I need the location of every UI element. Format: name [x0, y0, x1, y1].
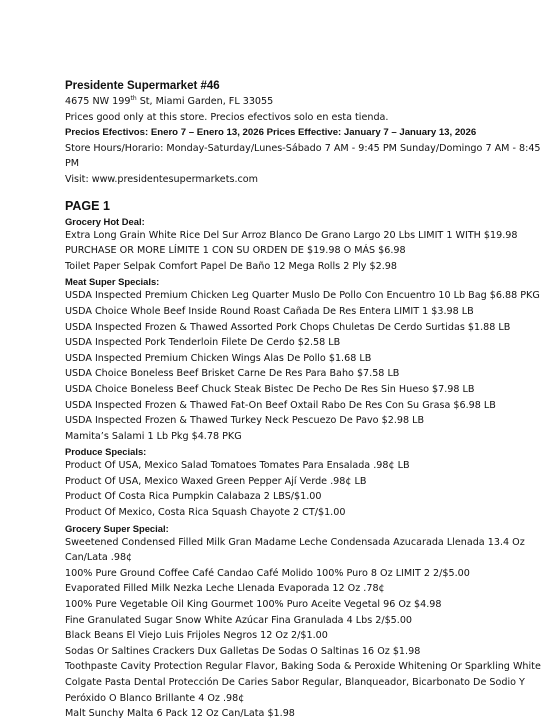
flyer-content: [65, 78, 550, 722]
specials-section: [65, 215, 550, 275]
special-item: Sodas Or Saltines Crackers Dux Galletas De Sodas O Saltinas 16 Oz $1.98: [65, 645, 421, 657]
section-title: Grocery Hot Deal:: [65, 215, 145, 227]
page-title: PAGE 1: [65, 198, 110, 213]
effective-dates: Precios Efectivos: Enero 7 – Enero 13, 2026 Prices Effective: January 7 – January 13, 2026: [65, 127, 477, 139]
special-item: Sweetened Condensed Filled Milk Gran Madame Leche Condensada Azucarada Llenada 13.4 Oz Can/Lata .98¢: [65, 536, 525, 564]
address-superscript: th: [130, 94, 137, 102]
specials-section: [65, 275, 550, 444]
special-item: Product Of Costa Rica Pumpkin Calabaza 2 LBS/$1.00: [65, 491, 322, 503]
address-suffix: St, Miami Garden, FL 33055: [136, 96, 274, 107]
store-name: Presidente Supermarket #46: [65, 80, 220, 92]
section-title: Grocery Super Special:: [65, 522, 169, 534]
special-item: USDA Choice Boneless Beef Chuck Steak Bistec De Pecho De Res Sin Hueso $7.98 LB: [65, 383, 475, 395]
special-item: Evaporated Filled Milk Nezka Leche Llenada Evaporada 12 Oz .78¢: [65, 583, 385, 595]
store-notice: Prices good only at this store. Precios efectivos solo en esta tienda.: [65, 111, 389, 123]
special-item: 100% Pure Vegetable Oil King Gourmet 100% Puro Aceite Vegetal 96 Oz $4.98: [65, 599, 442, 611]
specials-sections: [65, 215, 550, 722]
special-item: Product Of USA, Mexico Salad Tomatoes Tomates Para Ensalada .98¢ LB: [65, 460, 410, 472]
specials-section: [65, 445, 550, 520]
special-item: USDA Inspected Premium Chicken Wings Alas De Pollo $1.68 LB: [65, 352, 372, 364]
special-item: USDA Inspected Frozen & Thawed Assorted Pork Chops Chuletas De Cerdo Surtidas $1.88 LB: [65, 321, 511, 333]
store-address: [65, 94, 550, 110]
special-item: USDA Inspected Frozen & Thawed Turkey Neck Pescuezo De Pavo $2.98 LB: [65, 415, 425, 427]
address-prefix: 4675 NW 199: [65, 96, 131, 107]
special-item: USDA Inspected Pork Tenderloin Filete De Cerdo $2.58 LB: [65, 337, 341, 349]
special-item: Toilet Paper Selpak Comfort Papel De Baño 12 Mega Rolls 2 Ply $2.98: [65, 260, 397, 272]
specials-section: [65, 522, 550, 722]
special-item: USDA Choice Whole Beef Inside Round Roast Cañada De Res Entera LIMIT 1 $3.98 LB: [65, 305, 474, 317]
website-line: Visit: www.presidentesupermarkets.com: [65, 173, 258, 185]
store-hours: Store Hours/Horario: Monday-Saturday/Lunes-Sábado 7 AM - 9:45 PM Sunday/Domingo 7 AM - 8:45 PM: [65, 142, 541, 170]
special-item: Fine Granulated Sugar Snow White Azúcar Fina Granulada 4 Lbs 2/$5.00: [65, 614, 413, 626]
section-title: Produce Specials:: [65, 446, 147, 458]
special-item: Extra Long Grain White Rice Del Sur Arroz Blanco De Grano Largo 20 Lbs LIMIT 1 WITH $19.98 PURCHASE OR MORE LÍMITE 1 CON SU ORDEN DE $19.98 O MÁS $6.98: [65, 229, 518, 257]
special-item: Black Beans El Viejo Luis Frijoles Negros 12 Oz 2/$1.00: [65, 630, 328, 642]
special-item: USDA Inspected Premium Chicken Leg Quarter Muslo De Pollo Con Encuentro 10 Lb Bag $6.88 PKG: [65, 290, 540, 302]
section-title: Meat Super Specials:: [65, 276, 160, 288]
special-item: Product Of USA, Mexico Waxed Green Pepper Ají Verde .98¢ LB: [65, 475, 367, 487]
special-item: 100% Pure Ground Coffee Café Candao Café Molido 100% Puro 8 Oz LIMIT 2 2/$5.00: [65, 567, 470, 579]
special-item: USDA Inspected Frozen & Thawed Fat-On Beef Oxtail Rabo De Res Con Su Grasa $6.98 LB: [65, 399, 496, 411]
special-item: USDA Choice Boneless Beef Brisket Carne De Res Para Baho $7.58 LB: [65, 368, 400, 380]
special-item: Product Of Mexico, Costa Rica Squash Chayote 2 CT/$1.00: [65, 507, 346, 519]
special-item: Malt Sunchy Malta 6 Pack 12 Oz Can/Lata $1.98: [65, 708, 295, 720]
special-item: Toothpaste Cavity Protection Regular Flavor, Baking Soda & Peroxide Whitening Or Sparkling White Colgate Pasta Dental Protección De Caries Sabor Regular, Blanqueador, Bicarbonato De Sodio Y Peróxido O Blanco Brillante 4 Oz .98¢: [65, 661, 541, 704]
special-item: Mamita’s Salami 1 Lb Pkg $4.78 PKG: [65, 430, 242, 442]
